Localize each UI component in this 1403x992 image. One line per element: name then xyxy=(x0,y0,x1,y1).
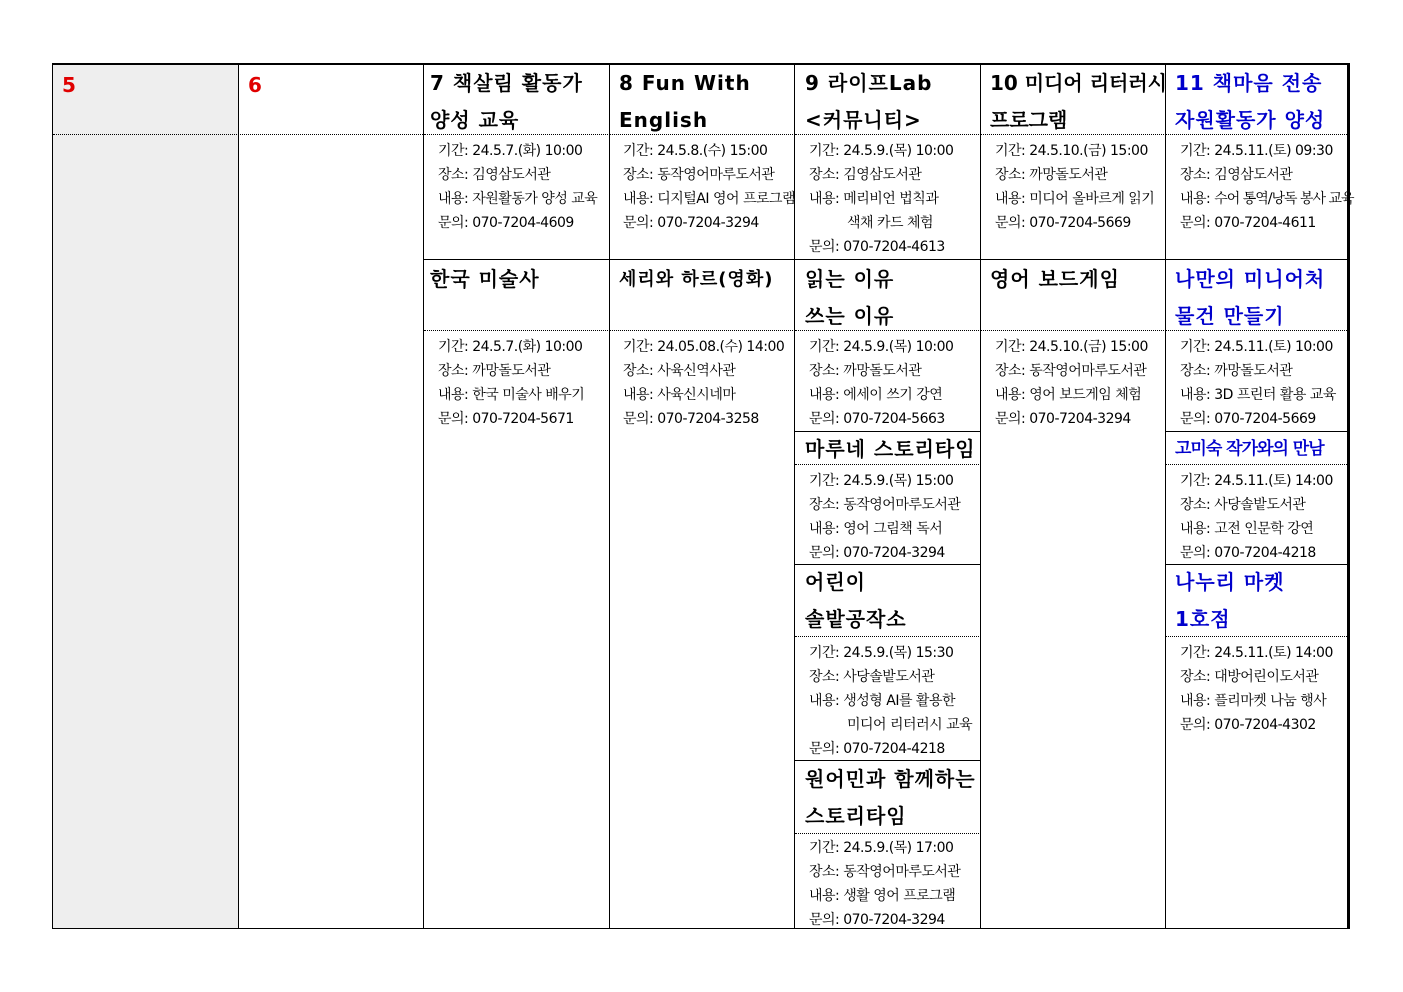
day-column-6 xyxy=(238,65,424,928)
event-details: 기간: 24.5.9.(목) 10:00 장소: 까망돌도서관 내용: 에세이 쓰기 강연 문의: 070-7204-5663 xyxy=(809,339,954,427)
day-column-5 xyxy=(53,65,238,928)
event-title: 9 라이프Lab <커뮤니티> xyxy=(805,71,933,132)
event-details: 기간: 24.5.11.(토) 10:00 장소: 까망돌도서관 내용: 3D 프린터 활용 교육 문의: 070-7204-5669 xyxy=(1180,339,1336,427)
event-title: 11 책마음 전송 자원활동가 양성 xyxy=(1175,71,1326,132)
event-title: 세리와 하르(영화) xyxy=(619,269,774,290)
event-title: 읽는 이유 쓰는 이유 xyxy=(805,267,895,328)
event-title: 영어 보드게임 xyxy=(990,267,1120,291)
day-column-7 xyxy=(423,65,610,928)
event-title: 나누리 마켓 1호점 xyxy=(1175,570,1285,631)
event-details: 기간: 24.5.9.(목) 10:00 장소: 김영삼도서관 내용: 메리비언 법칙과 색채 카드 체험 문의: 070-7204-4613 xyxy=(809,143,954,255)
event-title: 원어민과 함께하는 스토리타임 xyxy=(805,767,976,828)
day-column-10 xyxy=(980,65,1166,928)
day-column-8 xyxy=(609,65,795,928)
event-details: 기간: 24.5.9.(목) 17:00 장소: 동작영어마루도서관 내용: 생활 영어 프로그램 문의: 070-7204-3294 xyxy=(809,840,961,928)
event-title: 마루네 스토리타임 xyxy=(805,437,976,461)
event-details: 기간: 24.5.7.(화) 10:00 장소: 까망돌도서관 내용: 한국 미술사 배우기 문의: 070-7204-5671 xyxy=(438,339,585,427)
event-details: 기간: 24.5.11.(토) 14:00 장소: 대방어린이도서관 내용: 플리마켓 나눔 행사 문의: 070-7204-4302 xyxy=(1180,645,1333,733)
event-title: 고미숙 작가와의 만남 xyxy=(1175,439,1324,459)
event-title: 10 미디어 리터러시 프로그램 xyxy=(990,71,1167,132)
event-details: 기간: 24.5.11.(토) 14:00 장소: 사당솔밭도서관 내용: 고전 인문학 강연 문의: 070-7204-4218 xyxy=(1180,473,1333,561)
event-details: 기간: 24.5.10.(금) 15:00 장소: 동작영어마루도서관 내용: 영어 보드게임 체험 문의: 070-7204-3294 xyxy=(995,339,1148,427)
day-number-6: 6 xyxy=(248,73,262,97)
event-details: 기간: 24.5.10.(금) 15:00 장소: 까망돌도서관 내용: 미디어 올바르게 읽기 문의: 070-7204-5669 xyxy=(995,143,1155,231)
event-title: 8 Fun With English xyxy=(619,71,751,132)
event-details: 기간: 24.05.08.(수) 14:00 장소: 사육신역사관 내용: 사육신시네마 문의: 070-7204-3258 xyxy=(623,339,785,427)
event-details: 기간: 24.5.7.(화) 10:00 장소: 김영삼도서관 내용: 자원활동가 양성 교육 문의: 070-7204-4609 xyxy=(438,143,598,231)
event-details: 기간: 24.5.9.(목) 15:30 장소: 사당솔밭도서관 내용: 생성형 AI를 활용한 미디어 리터러시 교육 문의: 070-7204-4218 xyxy=(809,645,973,757)
event-details: 기간: 24.5.8.(수) 15:00 장소: 동작영어마루도서관 내용: 디지털AI 영어 프로그램 문의: 070-7204-3294 xyxy=(623,143,796,231)
day-number-5: 5 xyxy=(62,73,76,97)
event-details: 기간: 24.5.9.(목) 15:00 장소: 동작영어마루도서관 내용: 영어 그림책 독서 문의: 070-7204-3294 xyxy=(809,473,961,561)
event-title: 나만의 미니어처 물건 만들기 xyxy=(1175,267,1326,328)
day-column-11 xyxy=(1165,65,1354,928)
event-title: 한국 미술사 xyxy=(430,267,540,291)
calendar-week-table xyxy=(52,63,1354,929)
event-title: 어린이 솔밭공작소 xyxy=(805,570,907,631)
day-column-9 xyxy=(794,65,981,928)
event-title: 7 책살림 활동가 양성 교육 xyxy=(430,71,583,132)
event-details: 기간: 24.5.11.(토) 09:30 장소: 김영삼도서관 내용: 수어 통역/낭독 봉사 교육 문의: 070-7204-4611 xyxy=(1180,143,1354,231)
